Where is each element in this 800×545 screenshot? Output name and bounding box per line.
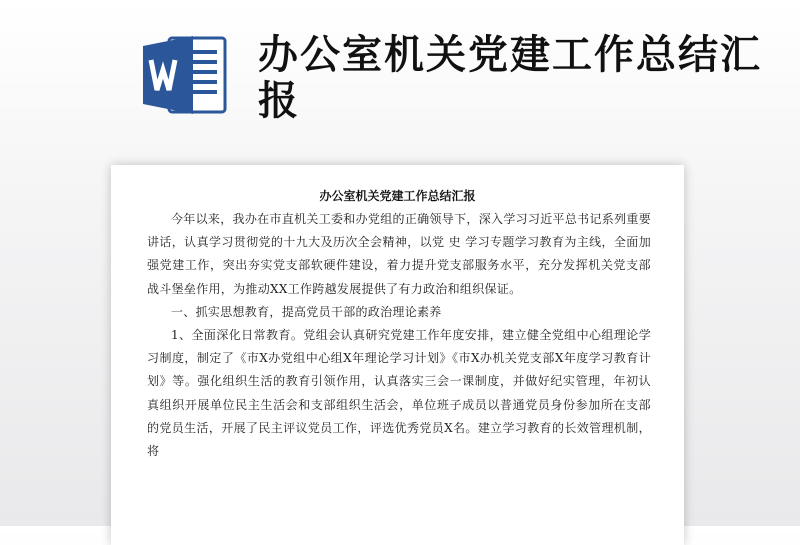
page-title: 办公室机关党建工作总结汇报 — [258, 32, 762, 124]
paragraph: 1、全面深化日常教育。党组会认真研究党建工作年度安排，建立健全党组中心组理论学习制度，制定了《市X办党组中心组X年理论学习计划》《市X办机关党支部X年度学习教育计划》等。强化组织生活的教育引领作用，认真落实三会一课制度，并做好纪实管理，年初认真组织开展单位民主生活会和支部组织生活会，单位班子成员以普通党员身份参加所在支部的党员生活，开展了民主评议党员工作，评选优秀党员X名。建立学习教育的长效管理机制，将 — [147, 328, 651, 459]
banner-header — [0, 0, 800, 150]
document-page — [111, 165, 684, 545]
paragraph: 今年以来，我办在市直机关工委和办党组的正确领导下，深入学习习近平总书记系列重要讲话，认真学习贯彻党的十九大及历次全会精神，以党 史 学习专题学习教育为主线，全面加强党建工作，突出夯实党支部软硬件建设，着力提升党支部服务水平，充分发挥机关党支部战斗堡垒作用，为推动XX工作跨越发展提供了有力政治和组织保证。 — [147, 212, 651, 296]
word-document-icon — [141, 34, 229, 116]
document-title: 办公室机关党建工作总结汇报 — [319, 189, 476, 203]
section-heading: 一、抓实思想教育，提高党员干部的政治理论素养 — [171, 304, 442, 319]
document-body — [147, 208, 651, 463]
